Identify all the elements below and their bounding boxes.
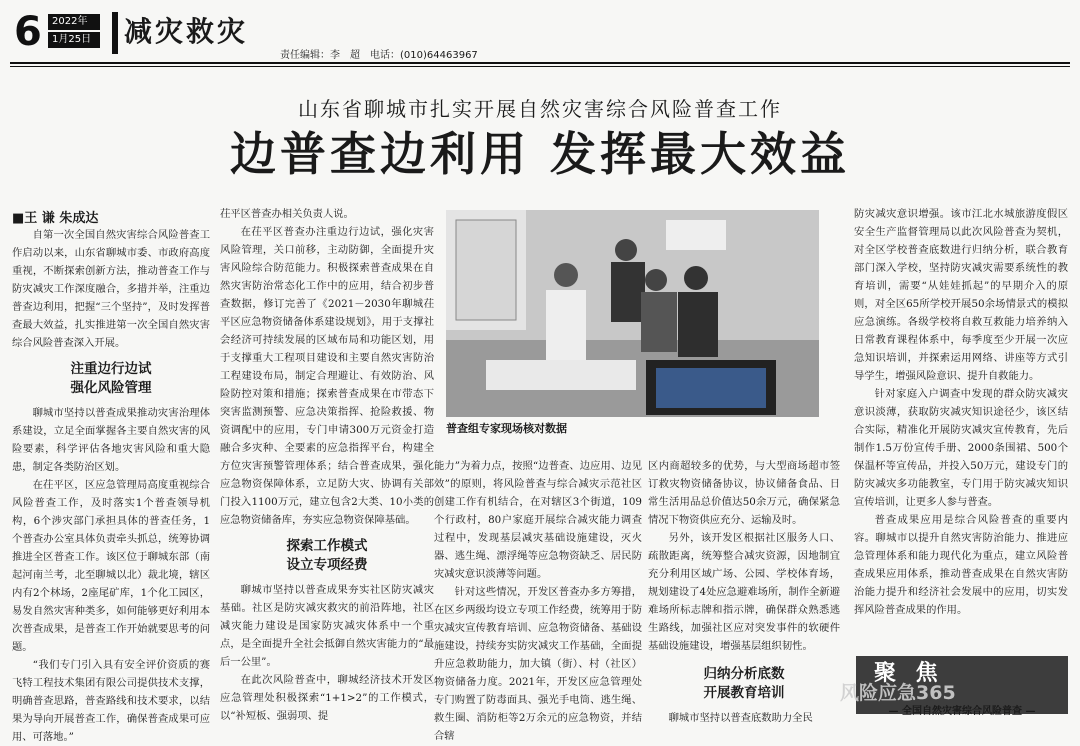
masthead-rule-thin — [10, 66, 1070, 67]
masthead-bar — [112, 12, 118, 54]
photo-illustration — [446, 210, 819, 417]
column-1 — [12, 226, 210, 746]
paragraph: 在茌平区，区应急管理局高度重视综合风险普查工作，及时落实1个普查领导机构，6个涉灾部门承担具体的普查任务，1个普查办公室具体负责牵头抓总，统筹协调推进全区普查工作。该区位于聊城东部（南起河南兰考，北至聊城以北）裁北境，辖区内有2个林场，2座尾矿库，1个化工园区，易发自然灾害种类多，如何能够更好利用本次普查成果，是普查工作开始就要思考的问题。 — [12, 479, 210, 653]
paragraph: 防灾减灾意识增强。该市江北水城旅游度假区安全生产监督管理局以此次风险普查为契机，对全区学校普查底数进行归纳分析，联合教育部门深入学校，坚持防灾减灾需要系统性的教育培训，需要“从娃娃抓起”的早期介入的原则，对全区65所学校开展50余场情景式的模拟应急演练。各级学校将自救互救能力培养纳入日常教育课程体系中，每季度至少开展一次应急知识培训，并探索运用网络、讲座等方式引导学生，增强风险意识、提升自救能力。 — [854, 208, 1068, 382]
editor-line: 责任编辑：李 超 电话：(010)64463967 — [280, 50, 478, 61]
article-kicker: 山东省聊城市扎实开展自然灾害综合风险普查工作 — [298, 97, 782, 121]
paragraph: 在此次风险普查中，聊城经济技术开发区应急管理处积极探索“1+1>2”的工作模式，以“补短板、强弱项、提 — [220, 674, 434, 722]
section-title: 减灾救灾 — [124, 15, 249, 48]
masthead-rule — [10, 62, 1070, 64]
paragraph: 能力”为着力点，按照“边普查、边应用、边见效”的原则，将风险普查与综合减灾示范社区创建工作有机结合，在对辖区3个街道，109个行政村，80户家庭开展综合减灾能力调查过程中，发现基层减灾基础设施建设，灭火器、逃生绳、漂浮绳等应急物资缺乏、居民防灾减灾意识淡薄等问题。 — [434, 460, 642, 580]
issue-year: 2022年 — [48, 14, 100, 30]
paragraph: 聊城市坚持以普查成果夯实社区防灾减灾基础。社区是防灾减灾救灾的前沿阵地，社区减灾能力建设是国家防灾减灾体系中一个重点，是全面提升全社会抵御自然灾害能力的“最后一公里”。 — [220, 584, 434, 668]
subheading: 探索工作模式 设立专项经费 — [286, 538, 368, 573]
byline: ■王 谦 朱成达 — [12, 211, 99, 226]
paragraph: “我们专门引入具有安全评价资质的赛飞特工程技术集团有限公司提供技术支撑，明确普查思路，普查路线和技术要求，以结果为导向开展普查工作，确保普查成果可应用、可落地。” — [12, 659, 210, 743]
issue-date — [48, 14, 100, 50]
paragraph: 针对家庭入户调查中发现的群众防灾减灾意识淡薄，获取防灾减灾知识途径少，该区结合实际，精准化开展防灾减灾宣传教育，先后制作1.5万份宣传手册、2000条围裙、500个保温杯等宣传品，并投入50万元，建设专门的防灾减灾多功能教室，专门用于防灾减灾知识宣传培训，让更多人参与普查。 — [854, 388, 1068, 508]
paragraph: 茌平区普查办相关负责人说。 — [220, 208, 354, 220]
column-3 — [434, 457, 642, 742]
news-photo — [446, 210, 819, 417]
watermark: 风险应急365 — [840, 682, 956, 704]
paragraph: 针对这些情况，开发区普查办多方筹措，在区乡两级均设立专项工作经费，统筹用于防灾减灾宣传教育培训、应急物资储备、基础设施建设，持续夯实防灾减灾工作基础，全面提升应急救助能力，加大镇（街）、村（社区）物资储备力度。2021年，开发区应急管理处专门购置了防毒面具、强光手电筒、逃生绳、救生圈、消防柜等2万余元的应急物资，并结合辖 — [434, 586, 642, 742]
article-headline: 边普查边利用 发挥最大效益 — [229, 127, 850, 181]
photo-caption: 普查组专家现场核对数据 — [446, 422, 567, 435]
paragraph: 在茌平区普查办注重边行边试，强化灾害风险管理，关口前移，主动防御，全面提升灾害风险综合防范能力。积极探索普查成果在自然灾害防治常态化工作中的应用，结合初步普查数据，修订完善了《2021－2030年聊城茌平区应急物资储备体系建设规划》，用于支撑社会经济可持续发展的区域布局和功能区划，用于支撑重大工程项目建设和主要自然灾害防治工程建设布局，制定合理避让、有效防治、风险防控对策和措施；探索普查成果在市带态下突害监测预警、应急决策指挥、抢险救援、物资调配中的应用，专门申请300万元资金打造融合多灾种、全要素的应急指挥平台，构建全方位灾害预警管理体系；结合普查成果，强化应急物资保障体系，立足防大灾、协调有关部门投入1100万元，建立包含2大类、10小类的应急物资储备库，夯实应急物资保障基础。 — [220, 226, 434, 526]
paragraph: 普查成果应用是综合风险普查的重要内容。聊城市以提升自然灾害防治能力、推进应急管理体系和能力现代化为重点，建立风险普查成果应用体系，推动普查成果在自然灾害防治能力提升和经济社会发展中的应用，切实发挥风险普查成果的作用。 — [854, 514, 1068, 616]
subheading: 注重边行边试 强化风险管理 — [70, 361, 152, 396]
paragraph: 另外，该开发区根据社区服务人口、疏散距离，统筹整合减灾资源，因地制宜充分利用区域广场、公园、学校体育场，规划建设了4处应急避难场所，制作全新避难场所标志牌和指示牌，确保群众熟悉逃生路线，加强社区应对突发事件的软硬件基础设施建设，增强基层组织韧性。 — [648, 532, 840, 652]
column-4 — [648, 457, 840, 727]
paragraph: 聊城市坚持以普查成果推动灾害治理体系建设，立足全面掌握各主要自然灾害的风险要素，科学评估各地灾害风险和重大隐患，制定各类防治区划。 — [12, 407, 210, 473]
column-5 — [854, 205, 1068, 645]
focus-title: 聚 焦 — [874, 660, 944, 686]
paragraph: 聊城市坚持以普查底数助力全民 — [668, 712, 813, 724]
subheading: 归纳分析底数 开展教育培训 — [703, 666, 785, 701]
issue-day: 1月25日 — [48, 32, 100, 48]
column-2 — [220, 205, 434, 725]
focus-subtitle: — 全国自然灾害综合风险普查 — — [888, 706, 1036, 717]
page-number: 6 — [14, 9, 42, 55]
paragraph: 自第一次全国自然灾害综合风险普查工作启动以来，山东省聊城市委、市政府高度重视，不断探索创新方法，推动普查工作与防灾减灾工作深度融合，多措并举，注重边普查边利用，把握“三个坚持”，及时发挥普查最大效益，扎实推进第一次全国自然灾害综合风险普查深入开展。 — [12, 229, 210, 349]
paragraph: 区内商超较多的优势，与大型商场超市签订救灾物资储备协议，协议储备食品、日常生活用品总价值达50余万元，确保紧急情况下物资供应充分、运输及时。 — [648, 460, 840, 526]
